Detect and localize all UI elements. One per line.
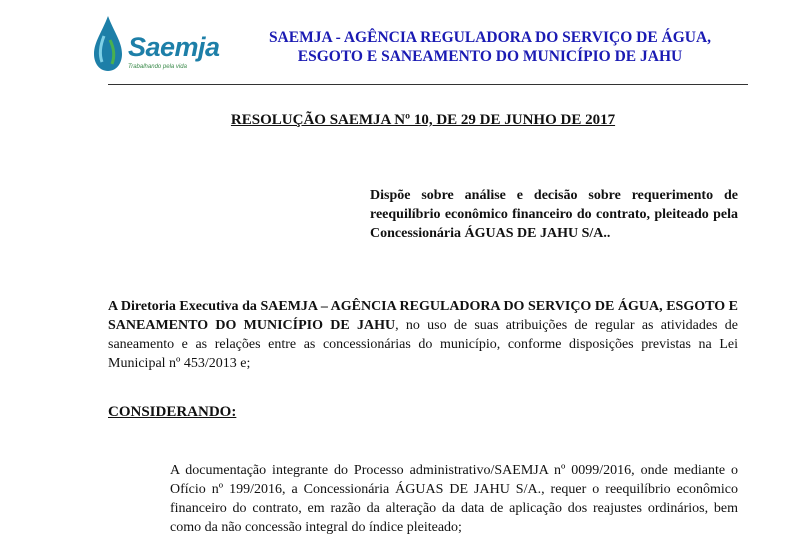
water-drop-icon bbox=[90, 14, 126, 74]
preamble-bold: A Diretoria Executiva da SAEMJA – AGÊNCIA REGULADORA DO SERVIÇO DE ÁGUA, ESGOTO E SANEAMENTO DO MUNICÍPIO DE JAHU bbox=[108, 299, 738, 333]
agency-name bbox=[220, 28, 760, 66]
saemja-logo bbox=[90, 12, 225, 78]
preamble-paragraph bbox=[108, 297, 738, 373]
header-divider bbox=[108, 84, 748, 85]
resolution-title: RESOLUÇÃO SAEMJA Nº 10, DE 29 DE JUNHO DE 2017 bbox=[230, 112, 616, 128]
logo-tagline: Trabalhando pela vida bbox=[128, 64, 187, 70]
considerando-paragraph-1: A documentação integrante do Processo administrativo/SAEMJA nº 0099/2016, onde mediante o Ofício nº 199/2016, a Concessionária ÁGUAS DE JAHU S/A., requer o reequilíbrio econômico financeiro do contrato, em razão da alteração da data de aplicação dos reajustes ordinários, bem como da não concessão integral do índice pleiteado; bbox=[170, 463, 738, 535]
agency-line-1: SAEMJA - AGÊNCIA REGULADORA DO SERVIÇO DE ÁGUA, bbox=[268, 29, 712, 46]
considerando-heading: CONSIDERANDO: bbox=[108, 404, 237, 420]
preamble-text: , no uso de suas atribuições de regular as atividades de saneamento e as relações entre as concessionárias do município, conforme disposições previstas na Lei Municipal nº 453/2013 e; bbox=[108, 318, 738, 371]
agency-line-2: ESGOTO E SANEAMENTO DO MUNICÍPIO DE JAHU bbox=[297, 48, 683, 65]
logo-wordmark: Saemja bbox=[128, 32, 220, 62]
ementa-summary: Dispõe sobre análise e decisão sobre requerimento de reequilíbrio econômico financeiro do contrato, pleiteado pela Concessionária ÁGUAS DE JAHU S/A.. bbox=[370, 188, 738, 241]
